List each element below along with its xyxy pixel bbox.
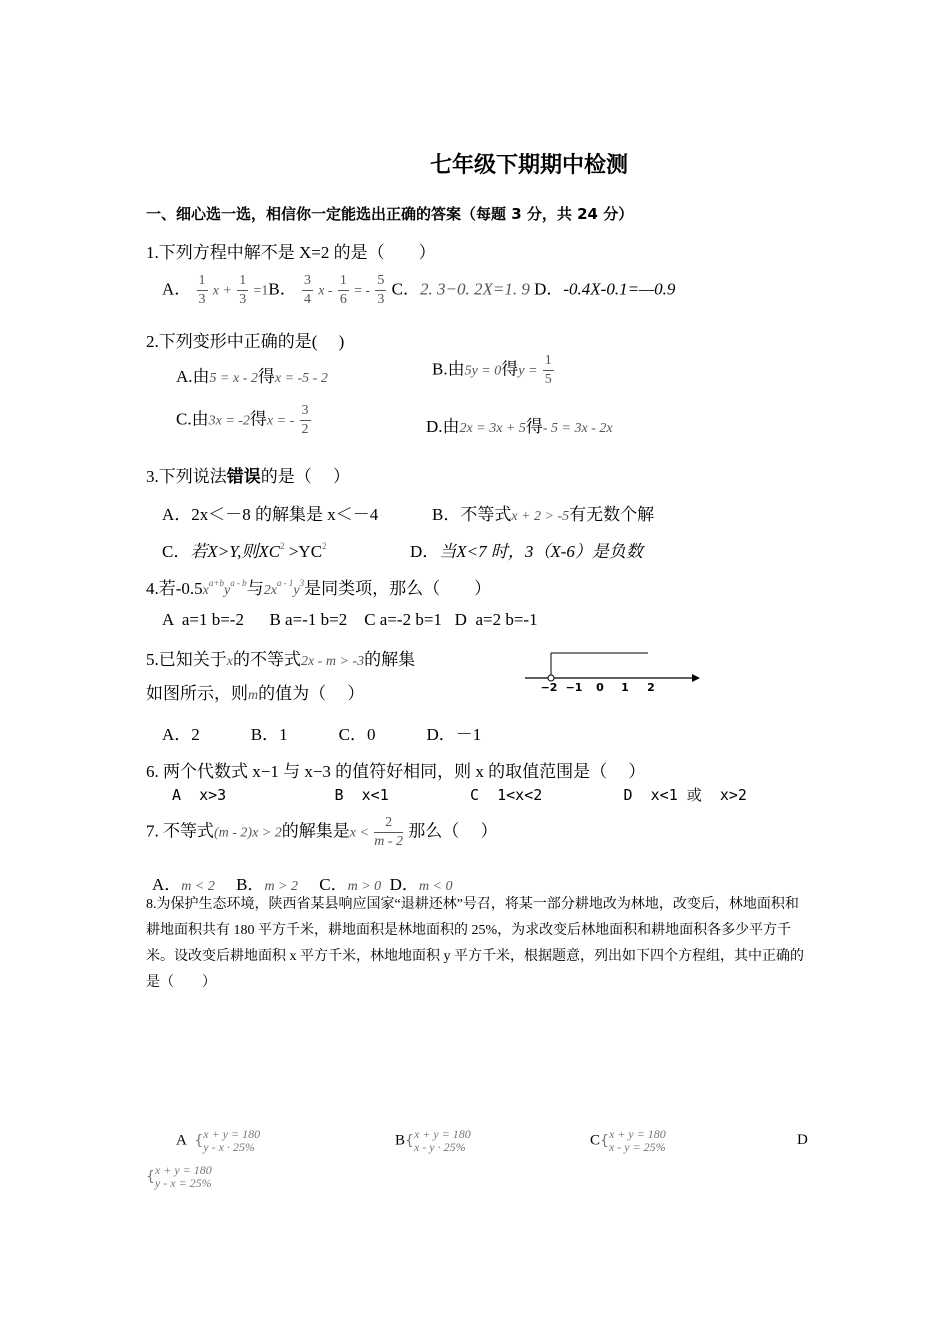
q3-option-a: A．2x＜－8 的解集是 x＜－4 — [162, 505, 379, 524]
q1-option-b-label: B． — [268, 279, 297, 299]
q1-a-mid: x + — [212, 283, 232, 299]
q1-option-d: -0.4X-0.1=—0.9 — [563, 279, 676, 299]
question-1-stem: 1.下列方程中解不是 X=2 的是（ ） — [146, 243, 436, 262]
q1-option-a-label: A． — [162, 279, 192, 299]
q1-b-eq: = - — [354, 283, 371, 299]
q2-option-b: B.由5y = 0得y = $\frac{1}{5}$ — [432, 353, 552, 387]
q1-b-mid: x - — [318, 283, 333, 299]
q1-a-fraction-1: $\frac{1}{3}$ — [198, 273, 206, 307]
tick-label-neg1: −1 — [565, 681, 583, 694]
q1-a-fraction-2: $\frac{1}{3}$ — [239, 273, 247, 307]
question-7-stem: 7. 不等式(m - 2)x > 2的解集是x < $\frac{2}{m - 2}$ 那么（ ） — [146, 815, 498, 849]
q3-option-c: C．若X>Y,则$XC^2 >YC^2$ — [162, 541, 327, 561]
question-1-options — [162, 272, 675, 309]
question-3-stem: 3.下列说法错误的是（ ） — [146, 467, 350, 486]
q4-options: A a=1 b=-2 B a=-1 b=2 C a=-2 b=1 D a=2 b=-1 — [162, 610, 538, 629]
number-line — [520, 645, 700, 695]
q2-option-a: A.由5 = x - 2得x = -5 - 2 — [176, 367, 328, 386]
q8-option-b: B{x + y = 180 x - y · 25% — [395, 1127, 471, 1154]
q1-option-d-label: D． — [534, 279, 564, 299]
q6-options: A x>3 B x<1 C 1<x<2 D x<1 或 x>2 — [172, 786, 747, 804]
q1-a-tail: =1 — [253, 283, 269, 299]
question-4-stem: 4.若$-0.5x^{a+b}y^{a - b}$与$2x^{a - 1}y^3$是同类项，那么（ ） — [146, 578, 492, 598]
question-2-stem: 2.下列变形中正确的是( ) — [146, 332, 345, 351]
q1-b-fraction-1: $\frac{3}{4}$ — [303, 273, 311, 307]
q1-option-c-label: C． — [391, 279, 420, 299]
q3-emphasis: 错误 — [226, 467, 261, 486]
page-title: 七年级下期期中检测 — [430, 153, 629, 178]
q1-b-fraction-2: $\frac{1}{6}$ — [339, 273, 347, 307]
tick-label-1: 1 — [621, 681, 629, 694]
q2-option-d: D.由2x = 3x + 5得- 5 = 3x - 2x — [426, 417, 613, 436]
tick-label-neg2: −2 — [540, 681, 558, 694]
section-heading: 一、细心选一选，相信你一定能选出正确的答案（每题 3 分，共 24 分） — [146, 205, 634, 223]
number-line-arrow-icon — [692, 674, 700, 682]
question-6-stem: 6. 两个代数式 x−1 与 x−3 的值符好相同，则 x 的取值范围是（ ） — [146, 762, 646, 781]
q8-option-a: A {x + y = 180 y - x · 25% — [176, 1127, 261, 1154]
q1-option-c: 2. 3−0. 2X=1. 9 — [420, 279, 530, 299]
q1-b-fraction-3: $\frac{5}{3}$ — [377, 273, 385, 307]
question-8-text: 8.为保护生态环境，陕西省某县响应国家“退耕还林”号召，将某一部分耕地改为林地，改变后，林地面积和耕地面积共有 180 平方千米，耕地面积是林地面积的 25%，为求改变后林地面积和耕地面积各多少平方千米。设改变后耕地面积 x 平方千米，林地地面积 y 平方千米，根据题意，列出如下四个方程组，其中正确的是（ ） — [146, 897, 804, 990]
q8-option-d-label: D — [797, 1132, 808, 1148]
q8-option-c: C{x + y = 180 x - y = 25% — [590, 1127, 666, 1154]
question-5-line2: 如图所示，则m的值为（ ） — [146, 684, 365, 703]
q7-options: A．m < 2 B．m > 2 C．m > 0 D．m < 0 — [152, 875, 453, 894]
q2-option-c: C.由3x = -2得x = - $\frac{3}{2}$ — [176, 403, 309, 437]
q3-option-d: D．当X<7 时，3（X-6）是负数 — [410, 542, 643, 561]
tick-label-0: 0 — [596, 681, 604, 694]
q8-option-d: {x + y = 180 y - x = 25% — [146, 1163, 212, 1190]
q5-options: A．2 B．1 C．0 D．－1 — [162, 725, 482, 744]
question-5-stem: 5.已知关于x的不等式2x - m > -3的解集 — [146, 650, 416, 669]
tick-label-2: 2 — [647, 681, 655, 694]
q3-option-b: B．不等式x + 2 > -5有无数个解 — [432, 505, 655, 524]
